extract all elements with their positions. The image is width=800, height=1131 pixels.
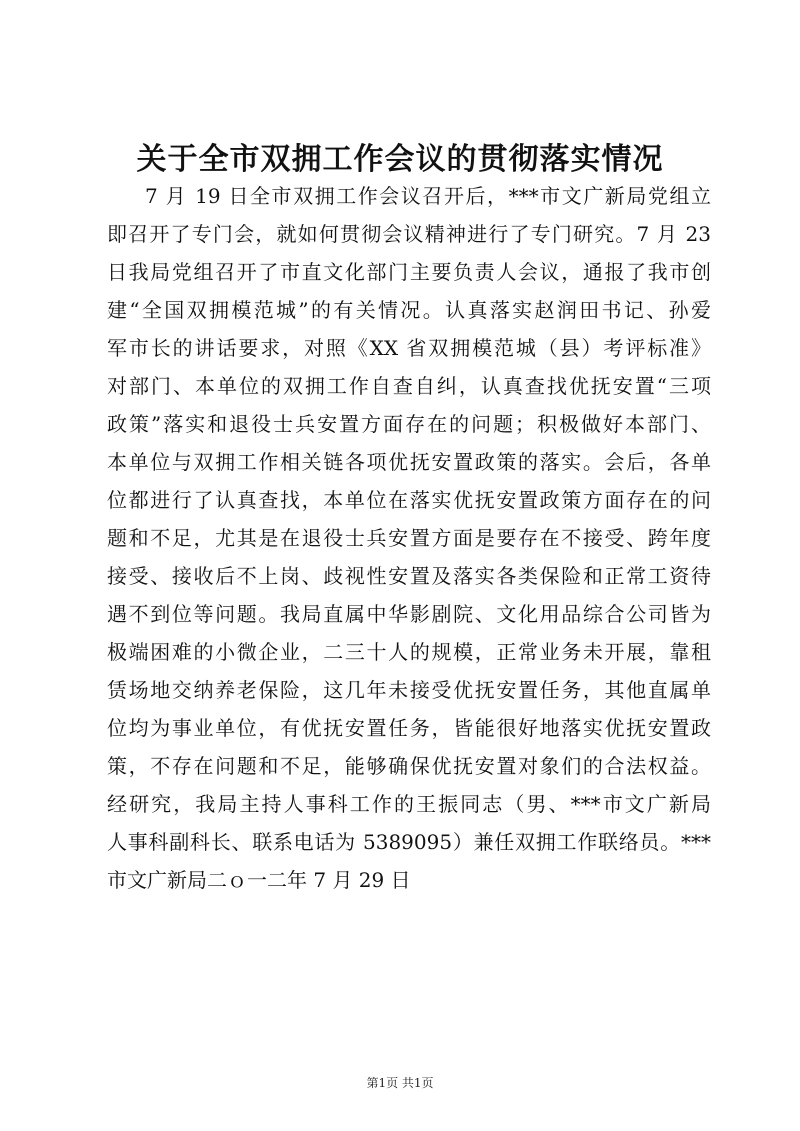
body-line: 策，不存在问题和不足，能够确保优抚安置对象们的合法权益。 — [107, 754, 711, 778]
body-line: 题和不足，尤其是在退役士兵安置方面是要存在不接受、跨年度 — [107, 526, 711, 550]
document-title: 关于全市双拥工作会议的贯彻落实情况 — [136, 142, 664, 177]
body-line: 遇不到位等问题。我局直属中华影剧院、文化用品综合公司皆为 — [107, 602, 711, 626]
body-line: 政策”落实和退役士兵安置方面存在的问题；积极做好本部门、 — [107, 412, 711, 436]
body-line: 赁场地交纳养老保险，这几年未接受优抚安置任务，其他直属单 — [107, 678, 711, 702]
body-line: 接受、接收后不上岗、歧视性安置及落实各类保险和正常工资待 — [107, 564, 711, 588]
body-line: 军市长的讲话要求，对照《XX 省双拥模范城（县）考评标准》 — [107, 336, 711, 360]
body-line: 建“全国双拥模范城”的有关情况。认真落实赵润田书记、孙爱 — [107, 298, 711, 322]
body-line: 对部门、本单位的双拥工作自查自纠，认真查找优抚安置“三项 — [107, 374, 711, 398]
document-body — [107, 177, 711, 899]
body-line: 经研究，我局主持人事科工作的王振同志（男、***市文广新局 — [107, 792, 711, 816]
body-line: 位均为事业单位，有优抚安置任务，皆能很好地落实优抚安置政 — [107, 716, 711, 740]
page-number-footer: 第1页 共1页 — [366, 1076, 434, 1090]
body-line: 即召开了专门会，就如何贯彻会议精神进行了专门研究。7 月 23 — [107, 222, 711, 246]
body-line: 位都进行了认真查找，本单位在落实优抚安置政策方面存在的问 — [107, 488, 711, 512]
body-line: 极端困难的小微企业，二三十人的规模，正常业务未开展，靠租 — [107, 640, 711, 664]
body-line: 人事科副科长、联系电话为 5389095）兼任双拥工作联络员。*** — [107, 830, 711, 854]
body-line: 市文广新局二ｏ一二年 7 月 29 日 — [107, 868, 411, 892]
body-line: 日我局党组召开了市直文化部门主要负责人会议，通报了我市创 — [107, 260, 711, 284]
body-line: 本单位与双拥工作相关链各项优抚安置政策的落实。会后，各单 — [107, 450, 711, 474]
body-line: 7 月 19 日全市双拥工作会议召开后，***市文广新局党组立 — [145, 184, 711, 208]
